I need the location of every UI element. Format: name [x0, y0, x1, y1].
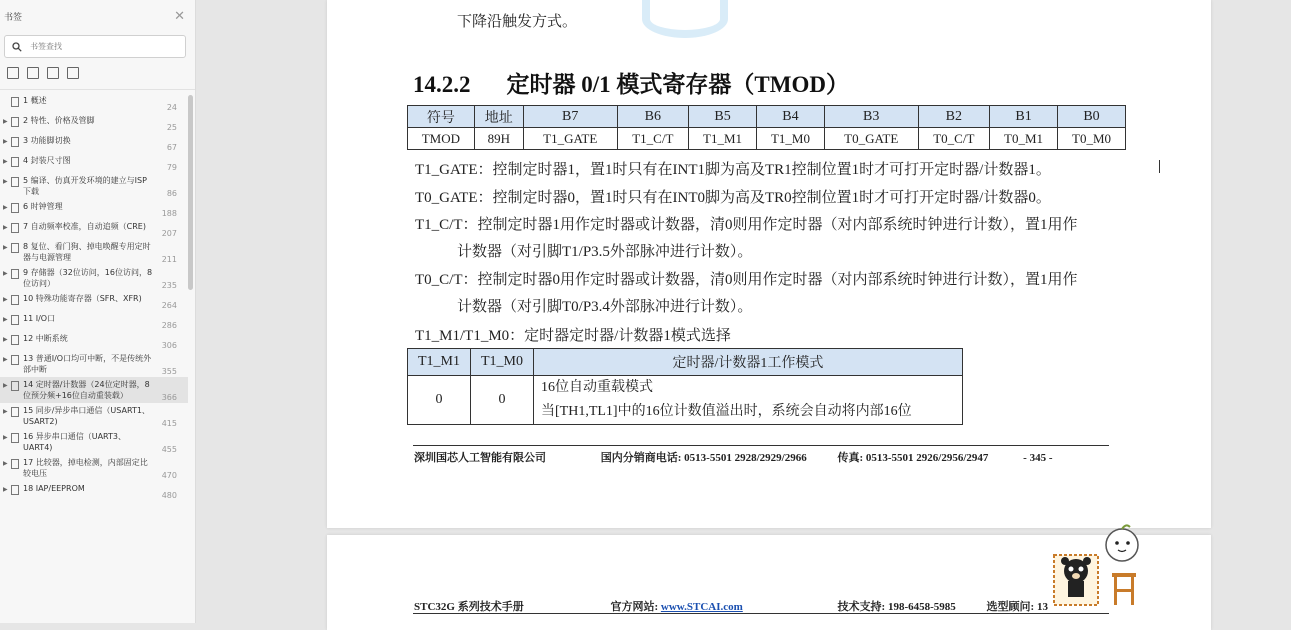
table-cell: T1_C/T	[617, 128, 689, 150]
table-cell-description	[534, 376, 963, 425]
table-row	[408, 128, 1126, 150]
sidebar-title: 书签	[4, 12, 23, 23]
table-header-row	[408, 349, 963, 376]
table-header-cell: 地址	[474, 106, 523, 128]
bookmark-icon	[11, 459, 19, 469]
bookmark-icon	[11, 117, 19, 127]
header-website-label: 官方网站:	[610, 601, 659, 613]
bookmark-item-selected[interactable]: ▶ 14 定时器/计数器（24位定时器，8位预分频+16位自动重装载） 366	[0, 377, 188, 403]
expand-arrow-icon[interactable]: ▶	[3, 356, 8, 363]
bookmark-item[interactable]: ▶ 5 编译、仿真开发环境的建立与ISP下载 86	[3, 176, 177, 198]
table-header-cell: T1_M0	[471, 349, 534, 376]
paragraph-t1-mode-select: T1_M1/T1_M0：定时器定时器/计数器1模式选择	[415, 328, 731, 344]
page-number: - 345 -	[1023, 452, 1053, 464]
bookmark-icon	[11, 97, 19, 107]
toolbar-divider	[0, 89, 195, 90]
mode-description-line: 16位自动重载模式	[541, 380, 653, 395]
table-cell: 89H	[474, 128, 523, 150]
bookmark-item[interactable]: ▶ 11 I/O口 286	[3, 314, 177, 330]
bookmark-item[interactable]: ▶ 7 自动频率校准，自动追频（CRE) 207	[3, 222, 177, 238]
expand-arrow-icon[interactable]: ▶	[3, 316, 8, 323]
bookmark-icon	[11, 203, 19, 213]
paragraph-t0-ct: T0_C/T：控制定时器0用作定时器或计数器，清0则用作定时器（对内部系统时钟进行计数），置1用作	[415, 272, 1078, 288]
table-header-cell: B0	[1058, 106, 1126, 128]
document-page	[327, 0, 1211, 528]
bookmark-icon	[11, 315, 19, 325]
text-cursor	[1159, 160, 1160, 173]
bookmark-icon	[11, 269, 19, 279]
bookmark-item[interactable]: ▶ 3 功能脚切换 67	[3, 136, 177, 152]
bookmark-item[interactable]: ▶ 12 中断系统 306	[3, 334, 177, 350]
table-cell: T0_M0	[1058, 128, 1126, 150]
table-cell: T0_GATE	[824, 128, 918, 150]
sidebar-scrollbar[interactable]	[188, 95, 193, 290]
table-header-cell: B3	[824, 106, 918, 128]
timer1-mode-table	[407, 348, 963, 425]
mascot-sticker-icon	[1052, 521, 1148, 609]
bookmark-item[interactable]: ▶ 18 IAP/EEPROM 480	[3, 484, 177, 500]
table-header-cell: B2	[918, 106, 990, 128]
bookmark-item[interactable]: ▶ 6 时钟管理 188	[3, 202, 177, 218]
table-header-cell: B5	[689, 106, 757, 128]
paragraph-t0-ct-cont: 计数器（对引脚T0/P3.4外部脉冲进行计数）。	[457, 299, 753, 315]
table-cell: T0_C/T	[918, 128, 990, 150]
expand-all-icon[interactable]	[7, 67, 19, 79]
section-heading	[413, 66, 849, 99]
expand-arrow-icon[interactable]: ▶	[3, 158, 8, 165]
expand-arrow-icon[interactable]: ▶	[3, 244, 8, 251]
footer-phone: 国内分销商电话: 0513-5501 2928/2929/2966	[600, 452, 807, 464]
bookmark-icon	[11, 433, 19, 443]
paragraph-t1-gate: T1_GATE：控制定时器1，置1时只有在INT1脚为高及TR1控制位置1时才可打开定时器/计数器1。	[415, 162, 1051, 178]
table-cell: 0	[471, 376, 534, 425]
header-manual-title: STC32G 系列技术手册	[414, 601, 524, 613]
expand-arrow-icon[interactable]: ▶	[3, 138, 8, 145]
table-header-cell: T1_M1	[408, 349, 471, 376]
bookmark-icon	[11, 407, 19, 417]
bookmark-item[interactable]: ▶ 8 复位、看门狗、掉电唤醒专用定时器与电源管理 211	[3, 242, 177, 264]
table-cell: TMOD	[408, 128, 475, 150]
bookmark-toolbar	[0, 58, 195, 81]
expand-arrow-icon[interactable]: ▶	[3, 296, 8, 303]
table-header-cell: B1	[990, 106, 1058, 128]
bookmark-item[interactable]: ▶ 2 特性、价格及管脚 25	[3, 116, 177, 132]
footer-divider	[413, 445, 1109, 446]
table-cell: T1_GATE	[523, 128, 617, 150]
bookmark-icon	[11, 137, 19, 147]
expand-arrow-icon[interactable]: ▶	[3, 224, 8, 231]
watermark-shape	[642, 0, 728, 38]
bookmark-search-box[interactable]	[4, 35, 186, 58]
bookmark-search-input[interactable]	[28, 41, 172, 52]
bookmark-icon	[11, 223, 19, 233]
table-cell: T1_M0	[757, 128, 825, 150]
add-bookmark-icon[interactable]	[47, 67, 59, 79]
section-number: 14.2.2	[413, 72, 471, 97]
bookmark-icon	[11, 177, 19, 187]
bookmark-flag-icon[interactable]	[67, 67, 79, 79]
bookmark-icon	[11, 335, 19, 345]
expand-arrow-icon[interactable]: ▶	[3, 486, 8, 493]
expand-arrow-icon[interactable]: ▶	[3, 460, 8, 467]
bookmark-item[interactable]: ▶ 16 异步串口通信（UART3、UART4) 455	[3, 432, 177, 454]
bookmark-item[interactable]: 1 概述 24	[0, 93, 188, 113]
footer-fax: 传真: 0513-5501 2926/2956/2947	[837, 452, 989, 464]
table-header-row	[408, 106, 1126, 128]
bookmark-sidebar	[0, 0, 196, 623]
expand-arrow-icon[interactable]: ▶	[3, 178, 8, 185]
header-website-link[interactable]: www.STCAI.com	[660, 601, 743, 613]
bookmark-item[interactable]: ▶ 13 普通I/O口均可中断，不是传统外部中断 355	[3, 354, 177, 376]
paragraph-t0-gate: T0_GATE：控制定时器0，置1时只有在INT0脚为高及TR0控制位置1时才可打开定时器/计数器0。	[415, 190, 1051, 206]
bookmark-item[interactable]: ▶ 4 封装尺寸图 79	[3, 156, 177, 172]
header-divider	[413, 613, 1109, 614]
table-header-cell: B6	[617, 106, 689, 128]
header-support: 技术支持: 198-6458-5985	[837, 601, 956, 613]
continuation-text: 下降沿触发方式。	[457, 14, 578, 30]
bookmark-list	[0, 93, 188, 501]
table-header-cell: 符号	[408, 106, 475, 128]
bookmark-icon	[11, 485, 19, 495]
search-icon	[12, 42, 22, 52]
bookmark-item[interactable]: ▶ 17 比较器，掉电检测，内部固定比较电压 470	[3, 458, 177, 480]
sidebar-header	[0, 0, 195, 32]
bookmark-icon	[11, 381, 19, 391]
table-cell: T1_M1	[689, 128, 757, 150]
bookmark-icon	[11, 157, 19, 167]
collapse-all-icon[interactable]	[27, 67, 39, 79]
expand-arrow-icon[interactable]: ▶	[3, 118, 8, 125]
expand-arrow-icon[interactable]: ▶	[3, 204, 8, 211]
expand-arrow-icon[interactable]: ▶	[3, 382, 8, 389]
footer-company: 深圳国芯人工智能有限公司	[414, 452, 546, 464]
mode-description-line: 当[TH1,TL1]中的16位计数值溢出时，系统会自动将内部16位	[541, 404, 912, 419]
page-footer	[414, 449, 1052, 465]
bookmark-item[interactable]: ▶ 15 同步/异步串口通信（USART1、USART2) 415	[3, 406, 177, 428]
bookmark-item[interactable]: ▶ 9 存储器（32位访问，16位访问，8位访问） 235	[3, 268, 177, 290]
table-header-cell: B7	[523, 106, 617, 128]
header-consultant: 选型顾问: 13	[986, 601, 1048, 613]
table-row	[408, 376, 963, 425]
tmod-register-table	[407, 105, 1126, 150]
table-header-cell: 定时器/计数器1工作模式	[534, 349, 963, 376]
paragraph-t1-ct: T1_C/T：控制定时器1用作定时器或计数器，清0则用作定时器（对内部系统时钟进行计数），置1用作	[415, 217, 1078, 233]
table-header-cell: B4	[757, 106, 825, 128]
table-cell: 0	[408, 376, 471, 425]
expand-arrow-icon[interactable]: ▶	[3, 434, 8, 441]
bookmark-item[interactable]: ▶ 10 特殊功能寄存器（SFR、XFR) 264	[3, 294, 177, 310]
expand-arrow-icon[interactable]: ▶	[3, 408, 8, 415]
section-title: 定时器 0/1 模式寄存器（TMOD）	[506, 72, 849, 97]
table-cell: T0_M1	[990, 128, 1058, 150]
paragraph-t1-ct-cont: 计数器（对引脚T1/P3.5外部脉冲进行计数）。	[457, 244, 753, 260]
expand-arrow-icon[interactable]: ▶	[3, 336, 8, 343]
bookmark-icon	[11, 243, 19, 253]
bookmark-icon	[11, 355, 19, 365]
close-icon[interactable]: ✕	[174, 8, 185, 24]
expand-arrow-icon[interactable]: ▶	[3, 270, 8, 277]
bookmark-icon	[11, 295, 19, 305]
page-header	[414, 598, 1048, 614]
